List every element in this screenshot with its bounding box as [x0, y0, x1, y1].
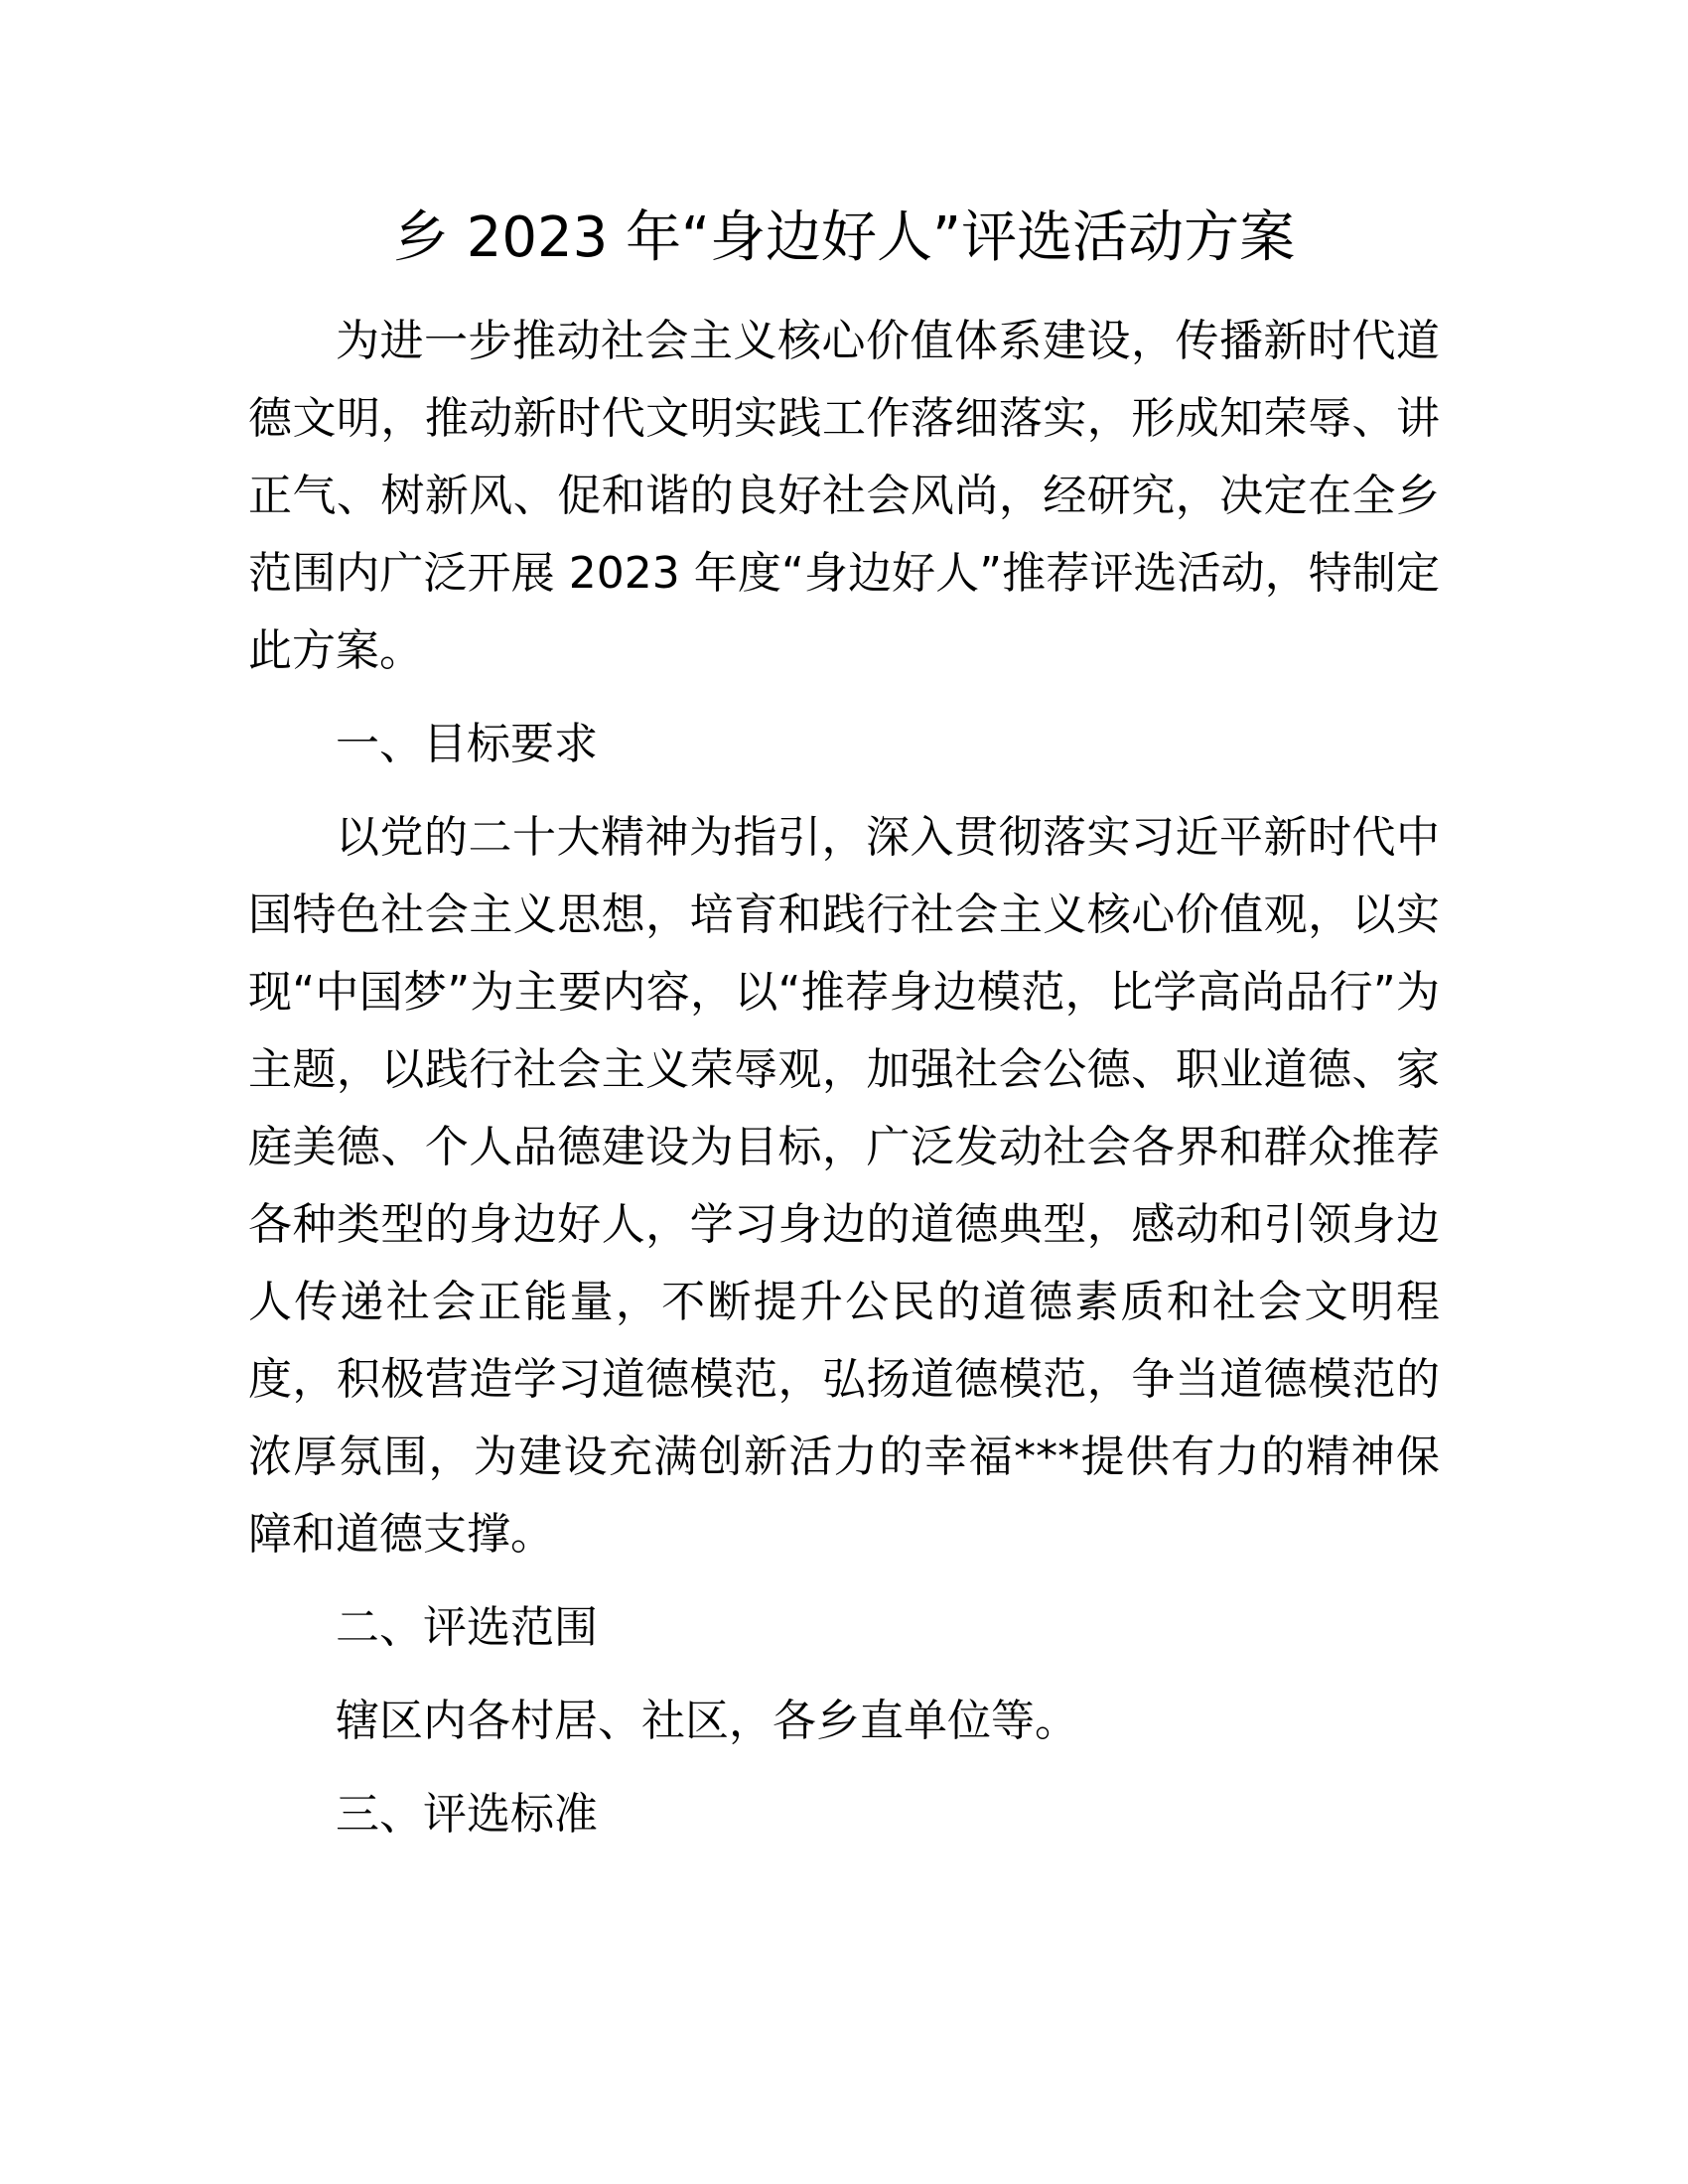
document-title: 乡 2023 年“身边好人”评选活动方案 — [392, 205, 1296, 270]
section-heading-criteria: 三、评选标准 — [336, 1789, 598, 1840]
section-body-scope: 辖区内各村居、社区，各乡直单位等。 — [336, 1696, 1078, 1746]
intro-paragraph: 为进一步推动社会主义核心价值体系建设，传播新时代道德文明，推动新时代文明实践工作落细落实，形成知荣辱、讲正气、树新风、促和谐的良好社会风尚，经研究，决定在全乡范围内广泛开展 2023 年度“身边好人”推荐评选活动，特制定此方案。 — [248, 316, 1440, 676]
section-heading-scope: 二、评选范围 — [336, 1602, 598, 1653]
section-body-goals: 以党的二十大精神为指引，深入贯彻落实习近平新时代中国特色社会主义思想，培育和践行社会主义核心价值观，以实现“中国梦”为主要内容，以“推荐身边模范，比学高尚品行”为主题，以践行社会主义荣辱观，加强社会公德、职业道德、家庭美德、个人品德建设为目标，广泛发动社会各界和群众推荐各种类型的身边好人，学习身边的道德典型，感动和引领身边人传递社会正能量，不断提升公民的道德素质和社会文明程度，积极营造学习道德模范，弘扬道德模范，争当道德模范的浓厚氛围，为建设充满创新活力的幸福***提供有力的精神保障和道德支撑。 — [248, 812, 1440, 1560]
document-body — [248, 303, 1440, 1853]
section-heading-goals: 一、目标要求 — [336, 719, 598, 769]
